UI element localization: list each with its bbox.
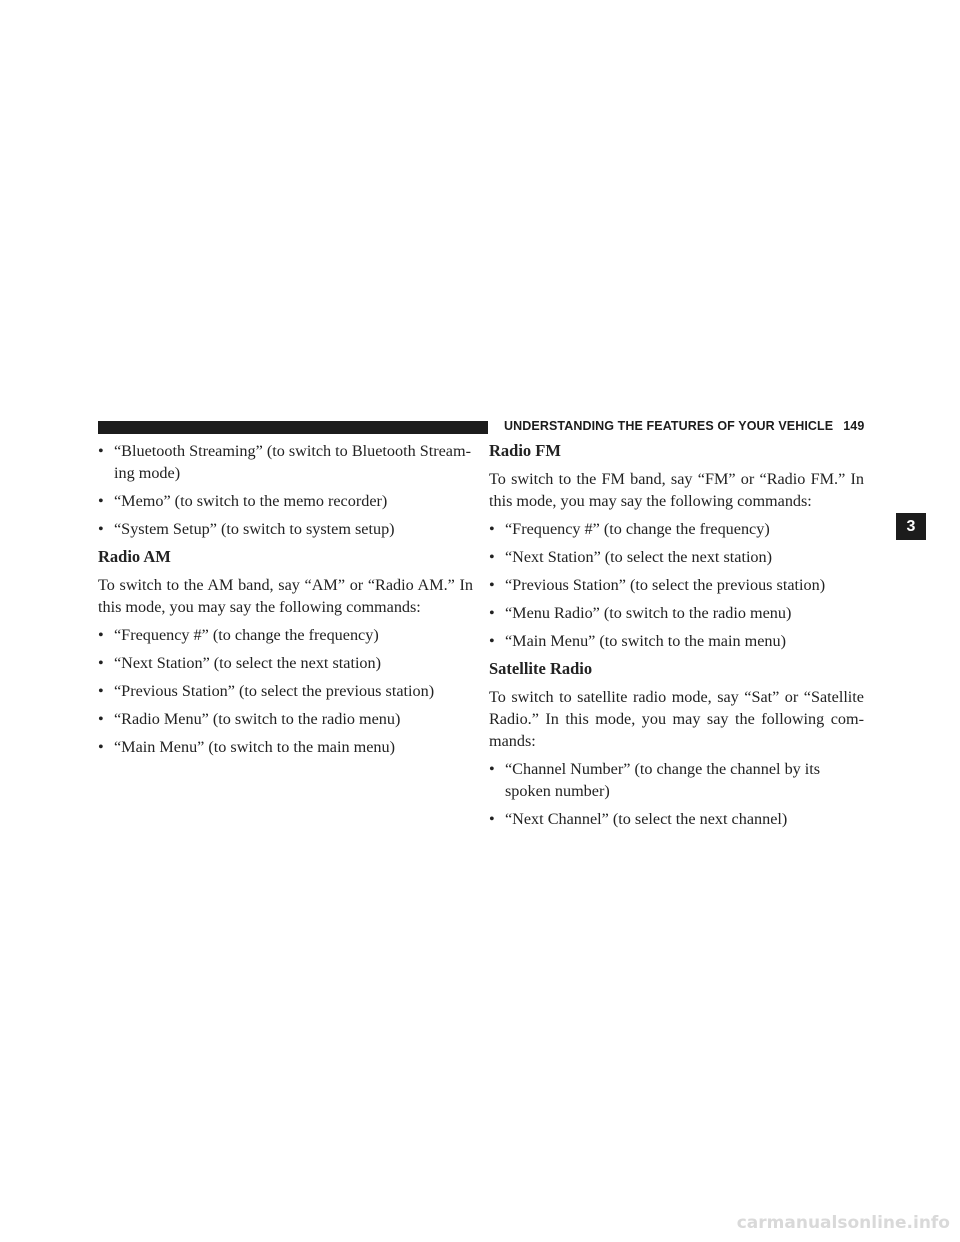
list-item: • “Next Station” (to select the next station) (489, 546, 864, 568)
page-number: 149 (843, 419, 865, 433)
section-paragraph-satellite-radio: To switch to satellite radio mode, say “Sat” or “Satellite Radio.” In this mode, you may say the following com-mands: (489, 688, 864, 750)
section-heading-radio-fm: Radio FM (489, 441, 561, 460)
list-item: • “Frequency #” (to change the frequency) (98, 624, 473, 646)
list-item: • “Channel Number” (to change the channel by its spoken number) (489, 758, 864, 802)
watermark: carmanualsonline.info (736, 1213, 950, 1233)
list-item: • “Radio Menu” (to switch to the radio menu) (98, 708, 473, 730)
list-item: • “Main Menu” (to switch to the main menu) (489, 630, 864, 652)
section-heading-radio-am: Radio AM (98, 547, 171, 566)
list-item: • “Main Menu” (to switch to the main menu) (98, 736, 473, 758)
list-item: • “Menu Radio” (to switch to the radio menu) (489, 602, 864, 624)
list-item: • “Next Channel” (to select the next channel) (489, 808, 864, 830)
section-title: UNDERSTANDING THE FEATURES OF YOUR VEHICLE (504, 419, 834, 433)
section-paragraph-radio-fm: To switch to the FM band, say “FM” or “Radio FM.” In this mode, you may say the following commands: (489, 470, 864, 510)
list-item: • “System Setup” (to switch to system setup) (98, 518, 473, 540)
list-item: • “Bluetooth Streaming” (to switch to Bluetooth Stream-ing mode) (98, 440, 473, 484)
chapter-tab: 3 (896, 513, 926, 540)
right-column (489, 440, 864, 836)
list-item: • “Previous Station” (to select the previous station) (98, 680, 473, 702)
left-column (98, 440, 473, 764)
list-item: • “Frequency #” (to change the frequency) (489, 518, 864, 540)
header-rule (98, 421, 488, 434)
list-item: • “Next Station” (to select the next station) (98, 652, 473, 674)
list-item: • “Previous Station” (to select the previous station) (489, 574, 864, 596)
section-paragraph-radio-am: To switch to the AM band, say “AM” or “Radio AM.” In this mode, you may say the following commands: (98, 576, 473, 616)
section-heading-satellite-radio: Satellite Radio (489, 659, 593, 678)
running-header (504, 419, 864, 433)
list-item: • “Memo” (to switch to the memo recorder) (98, 490, 473, 512)
